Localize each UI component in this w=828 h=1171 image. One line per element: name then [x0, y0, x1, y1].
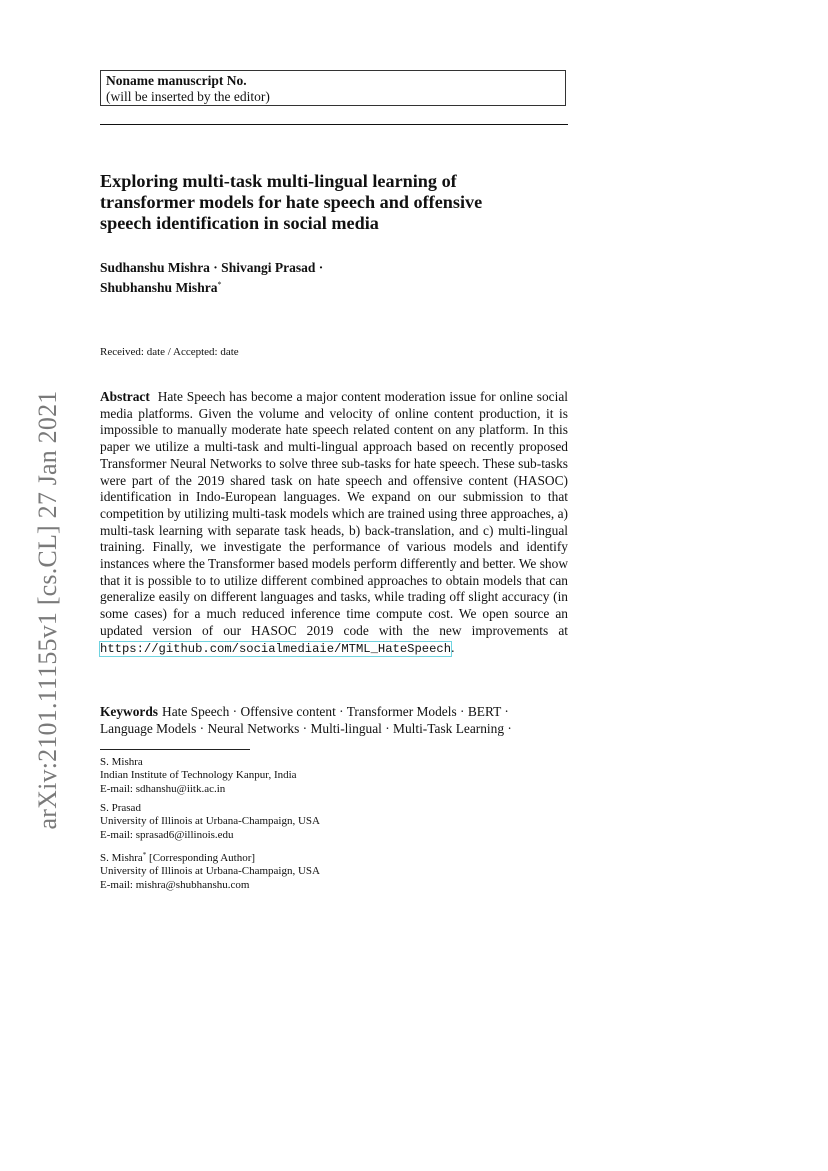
arxiv-stamp: arXiv:2101.11155v1 [cs.CL] 27 Jan 2021: [33, 390, 62, 830]
affiliation-name: S. Mishra: [100, 756, 143, 768]
title-line: speech identification in social media: [100, 213, 379, 233]
affiliation-institution: University of Illinois at Urbana-Champaign, USA: [100, 865, 320, 878]
keywords-text: Hate Speech · Offensive content · Transformer Models · BERT ·: [162, 704, 509, 719]
abstract-label: Abstract: [100, 389, 150, 404]
keywords-line: Language Models · Neural Networks · Multi-lingual · Multi-Task Learning ·: [100, 721, 512, 736]
affiliation-name: S. Prasad: [100, 802, 141, 814]
corresponding-author: Shubhanshu Mishra: [100, 280, 218, 295]
title-line: transformer models for hate speech and offensive: [100, 192, 483, 212]
corresponding-author-note: [Corresponding Author]: [146, 852, 256, 864]
code-repository-link[interactable]: https://github.com/socialmediaie/MTML_HateSpeech: [100, 641, 452, 656]
affiliation-email: E-mail: sprasad6@illinois.edu: [100, 828, 234, 841]
manuscript-box: [100, 70, 566, 106]
header-rule: [100, 124, 568, 125]
paper-title: [100, 171, 570, 234]
affiliation-name: S. Mishra: [100, 852, 143, 864]
keywords-label: Keywords: [100, 704, 159, 719]
footnote-rule: [100, 749, 250, 750]
keywords: [100, 703, 568, 737]
received-date: Received: date / Accepted: date: [100, 346, 239, 358]
affiliation-email: E-mail: sdhanshu@iitk.ac.in: [100, 782, 226, 795]
affiliation-institution: Indian Institute of Technology Kanpur, India: [100, 769, 297, 782]
authors-line: [100, 276, 570, 296]
affiliation-email: E-mail: mishra@shubhanshu.com: [100, 878, 250, 891]
abstract-end: .: [451, 639, 455, 655]
abstract: [100, 389, 568, 657]
manuscript-number: Noname manuscript No.: [106, 73, 247, 88]
affiliation-block: [100, 756, 500, 796]
abstract-text: Hate Speech has become a major content moderation issue for online social media platforms. Given the volume and velocity of online content production, it is impossible to manually moderate hate speech related content on any platform. In this paper we utilize a multi-task and multi-lingual approach based on recently proposed Transformer Neural Networks to solve three sub-tasks for hate speech. These sub-tasks were part of the 2019 shared task on hate speech and offensive content (HASOC) identification in Indo-European languages. We expand on our submission to that competition by utilizing multi-task models which are trained using three approaches, a) multi-task learning with separate task heads, b) back-translation, and c) multi-lingual training. Finally, we investigate the performance of various models and identify instances where the Transformer based models perform differently and better. We show that it is possible to to utilize different combined approaches to obtain models that can generalize easily on different languages and tasks, while trading off slight accuracy (in some cases) for a much reduced inference time compute cost. We open source an updated version of our HASOC 2019 code with the new improvements at: [100, 389, 568, 638]
keywords-line: [100, 703, 568, 720]
authors-line: Sudhanshu Mishra · Shivangi Prasad ·: [100, 260, 324, 275]
title-line: Exploring multi-task multi-lingual learning of: [100, 171, 457, 191]
affiliation-name-line: [100, 849, 500, 865]
manuscript-note: (will be inserted by the editor): [106, 89, 270, 104]
authors: [100, 259, 570, 296]
affiliation-block: [100, 849, 500, 892]
affiliation-block: [100, 802, 500, 842]
affiliation-institution: University of Illinois at Urbana-Champaign, USA: [100, 815, 320, 828]
corresponding-mark: *: [217, 280, 222, 289]
corresponding-mark: *: [142, 851, 147, 859]
